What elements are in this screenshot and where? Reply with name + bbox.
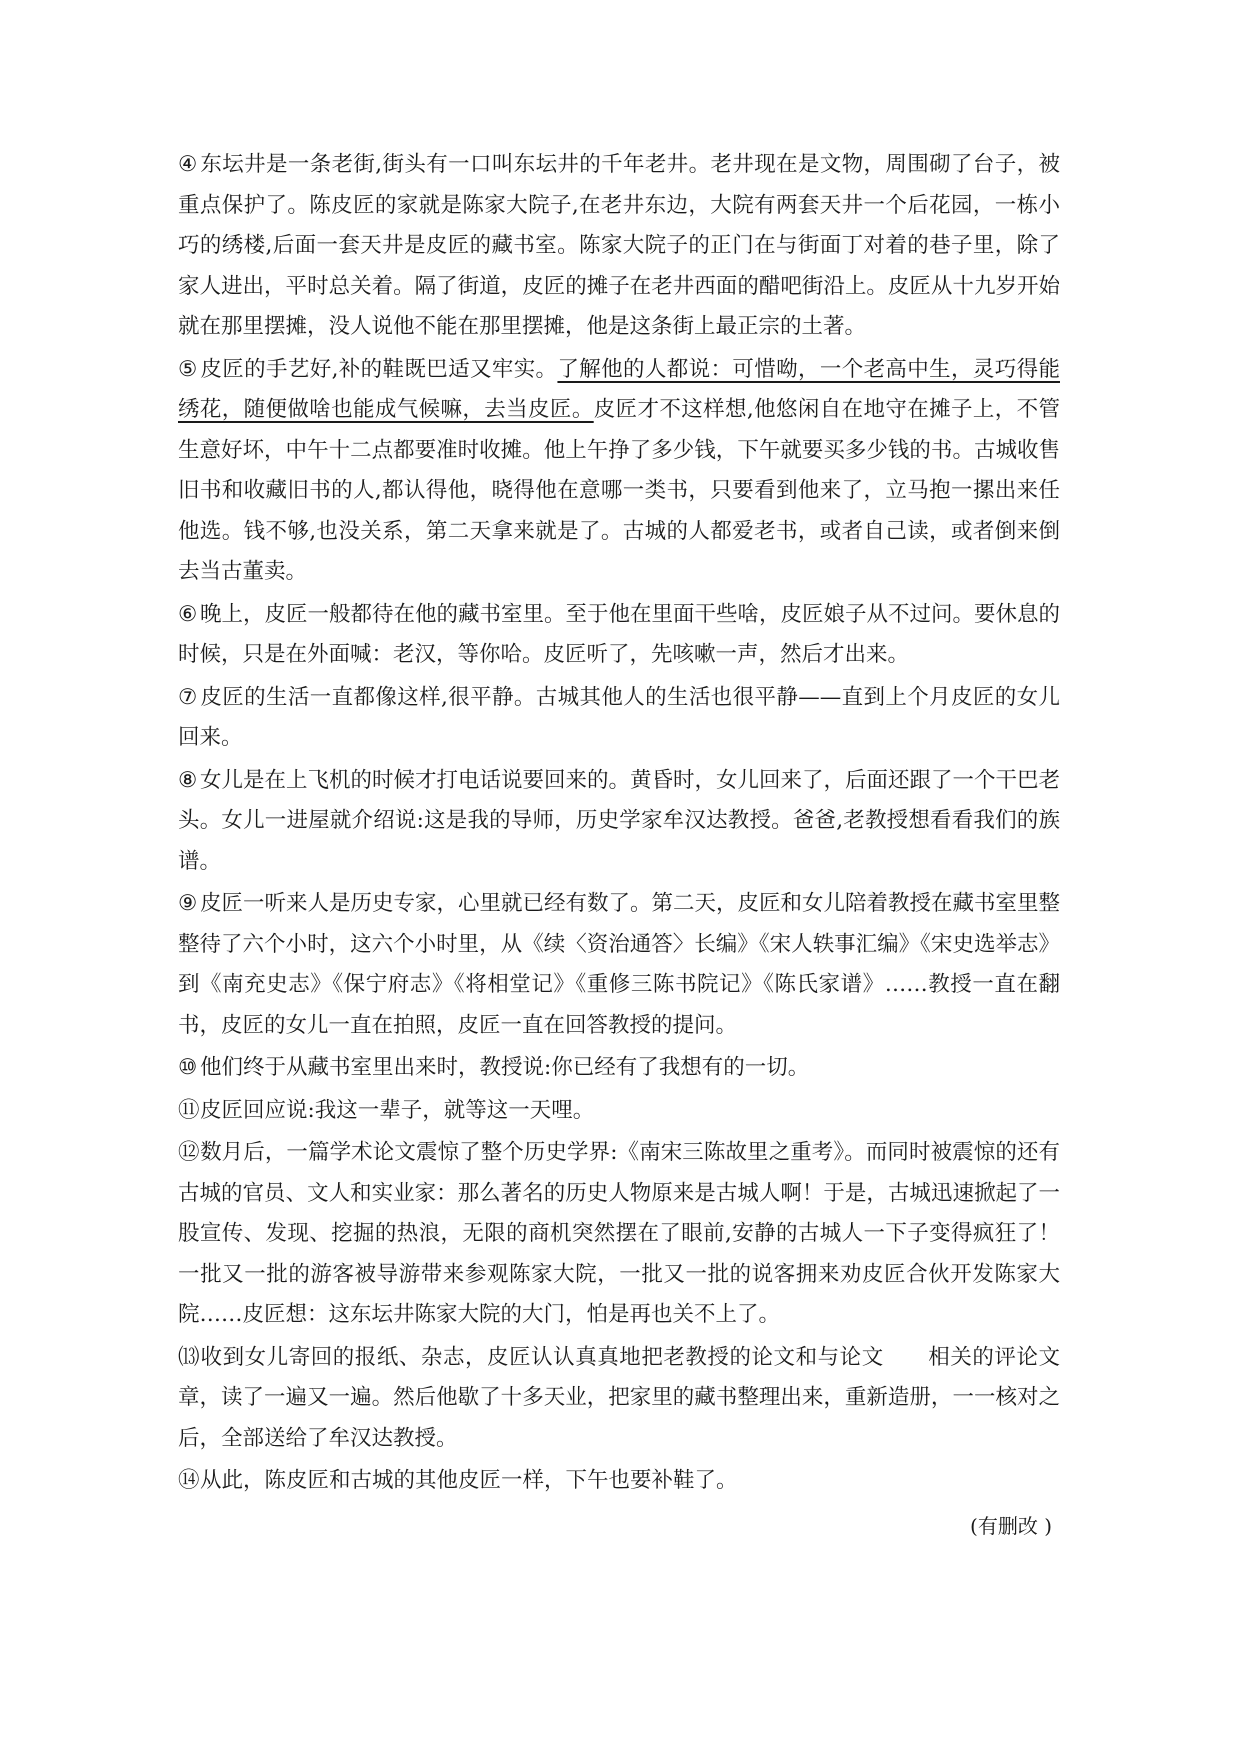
document-page xyxy=(178,145,1060,1546)
paragraph-13 xyxy=(178,1338,1060,1460)
paragraph-9 xyxy=(178,884,1060,1046)
paragraph-10 xyxy=(178,1048,1060,1089)
paragraph-text: 数月后，一篇学术论文震惊了整个历史学界:《南宋三陈故里之重考》。而同时被震惊的还有古城的官员、文人和实业家：那么著名的历史人物原来是古城人啊！于是，古城迅速掀起了一股宣传、发现、挖掘的热浪，无限的商机突然摆在了眼前,安静的古城人一下子变得疯狂了！一批又一批的游客被导游带来参观陈家大院，一批又一批的说客拥来劝皮匠合伙开发陈家大院……皮匠想：这东坛井陈家大院的大门，怕是再也关不上了。 xyxy=(178,1140,1060,1327)
paragraph-text: 相关的评论文章，读了一遍又一遍。然后他歇了十多天业，把家里的藏书整理出来，重新造册，一一核对之后，全部送给了牟汉达教授。 xyxy=(178,1344,1060,1451)
paragraph-number: ⑫ xyxy=(178,1140,200,1165)
paragraph-12 xyxy=(178,1133,1060,1336)
paragraph-number: ⑤ xyxy=(178,356,198,382)
paragraph-5 xyxy=(178,350,1060,593)
paragraph-text: 东坛井是一条老街,街头有一口叫东坛井的千年老井。老井现在是文物，周围砌了台子，被重点保护了。陈皮匠的家就是陈家大院子,在老井东边，大院有两套天井一个后花园，一栋小巧的绣楼,后面一套天井是皮匠的藏书室。陈家大院子的正门在与街面丁对着的巷子里，除了家人进出，平时总关着。隔了街道，皮匠的摊子在老井西面的醋吧街沿上。皮匠从十九岁开始就在那里摆摊，没人说他不能在那里摆摊，他是这条街上最正宗的土著。 xyxy=(178,152,1060,339)
underlined-sentence: 了解他的人都说：可惜呦，一个老高中生，灵巧得能绣花，随便做啥也能成气候嘛，去当皮匠。 xyxy=(178,356,1060,422)
paragraph-text: 皮匠回应说:我这一辈子，就等这一天哩。 xyxy=(200,1097,595,1123)
paragraph-number: ⑭ xyxy=(178,1468,200,1493)
paragraph-text: 他们终于从藏书室里出来时，教授说:你已经有了我想有的一切。 xyxy=(200,1055,810,1080)
paragraph-text: 皮匠一听来人是历史专家，心里就已经有数了。第二天，皮匠和女儿陪着教授在藏书室里整整待了六个小时，这六个小时里，从《续〈资治通答〉长编》《宋人轶事汇编》《宋史选举志》到《南充史志》《保宁府志》《将相堂记》《重修三陈书院记》《陈氏家谱》……教授一直在翻书，皮匠的女儿一直在拍照，皮匠一直在回答教授的提问。 xyxy=(178,891,1061,1038)
paragraph-number: ⑦ xyxy=(178,684,198,710)
paragraph-number: ⑪ xyxy=(178,1097,200,1123)
paragraph-text: 晚上，皮匠一般都待在他的藏书室里。至于他在里面干些啥，皮匠娘子从不过问。要休息的时候，只是在外面喊：老汉，等你哈。皮匠听了，先咳嗽一声，然后才出来。 xyxy=(178,601,1061,667)
paragraph-4 xyxy=(178,145,1060,348)
paragraph-6 xyxy=(178,595,1060,676)
paragraph-11 xyxy=(178,1091,1060,1132)
paragraph-number: ⒀ xyxy=(178,1344,200,1370)
paragraph-number: ④ xyxy=(178,152,198,177)
paragraph-7 xyxy=(178,678,1060,759)
source-note: (有删改 ) xyxy=(970,1513,1052,1538)
paragraph-text: 女儿是在上飞机的时候才打电话说要回来的。黄昏时，女儿回来了，后面还跟了一个干巴老头。女儿一进屋就介绍说:这是我的导师，历史学家牟汉达教授。爸爸,老教授想看看我们的族谱。 xyxy=(178,767,1061,874)
paragraph-number: ⑨ xyxy=(178,891,198,916)
paragraph-text: 皮匠的手艺好,补的鞋既巴适又牢实。 xyxy=(200,356,558,382)
paragraph-number: ⑥ xyxy=(178,601,198,627)
paragraph-text: 收到女儿寄回的报纸、杂志，皮匠认认真真地把老教授的论文和与论文 xyxy=(200,1344,884,1370)
paragraph-8 xyxy=(178,761,1060,883)
paragraph-number: ⑧ xyxy=(178,767,198,793)
paragraph-text: 皮匠的生活一直都像这样,很平静。古城其他人的生活也很平静——直到上个月皮匠的女儿回来。 xyxy=(178,684,1060,750)
paragraph-text: 皮匠才不这样想,他悠闲自在地守在摊子上，不管生意好坏，中午十二点都要准时收摊。他上午挣了多少钱，下午就要买多少钱的书。古城收售旧书和收藏旧书的人,都认得他，晓得他在意哪一类书，只要看到他来了，立马抱一摞出来任他选。钱不够,也没关系，第二天拿来就是了。古城的人都爱老书，或者自己读，或者倒来倒去当古董卖。 xyxy=(178,397,1060,584)
paragraph-number: ⑩ xyxy=(178,1055,198,1080)
paragraph-text: 从此，陈皮匠和古城的其他皮匠一样，下午也要补鞋了。 xyxy=(200,1468,738,1493)
paragraph-14 xyxy=(178,1461,1060,1502)
